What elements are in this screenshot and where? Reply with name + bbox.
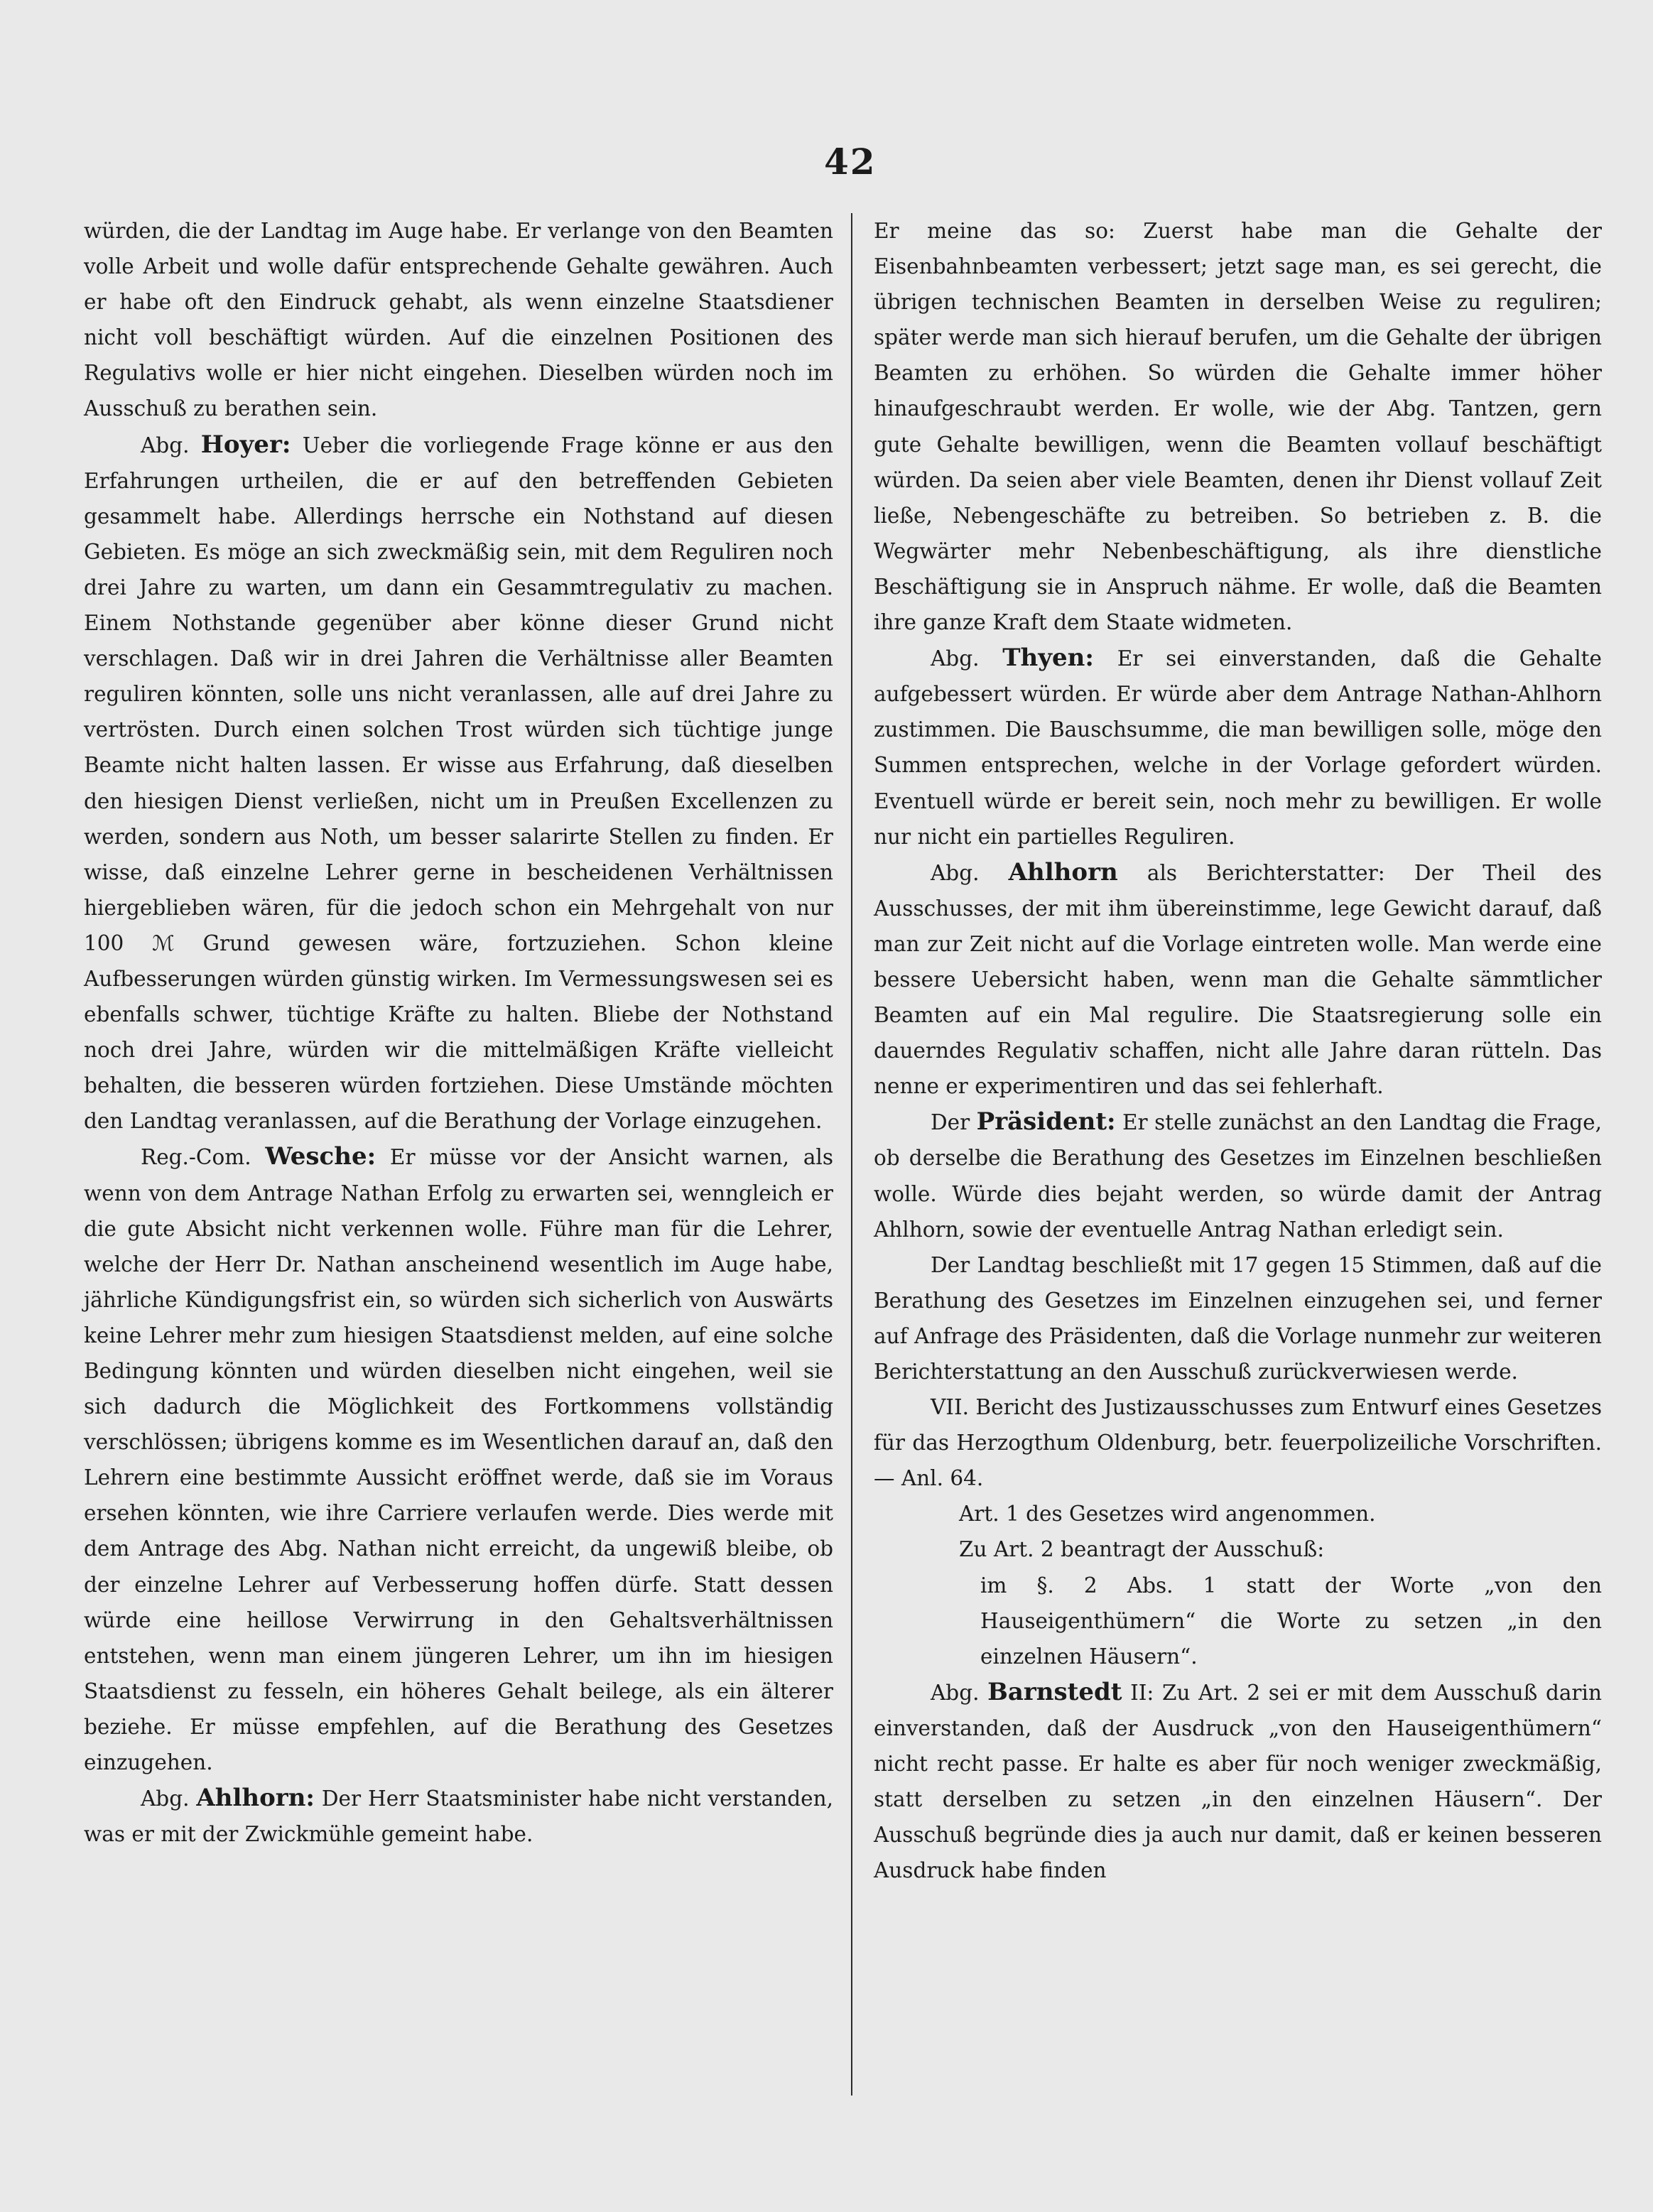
speech-paragraph <box>84 427 833 1139</box>
speaker-title: Abg. <box>141 433 190 457</box>
speech-paragraph <box>84 1780 833 1852</box>
paragraph-text: Er meine das so: Zuerst habe man die Gehalte der Eisenbahnbeamten verbessert; jetzt sage man, es sei gerecht, die übrigen technischen Beamten in derselben Weise zu reguliren; später werde man sich hierauf berufen, um die Gehalte der übrigen Beamten zu erhöhen. So würden die Gehalte immer höher hinaufgeschraubt werden. Er wolle, wie der Abg. Tantzen, gern gute Gehalte bewilligen, wenn die Beamten vollauf beschäftigt würden. Da seien aber viele Beamten, denen ihr Dienst vollauf Zeit ließe, Nebengeschäfte zu betreiben. So betrieben z. B. die Wegwärter mehr Nebenbeschäftigung, als ihre dienstliche Beschäftigung sie in Anspruch nähme. Er wolle, daß die Beamten ihre ganze Kraft dem Staate widmeten. <box>874 219 1602 635</box>
paragraph <box>874 1568 1602 1674</box>
paragraph-text: im §. 2 Abs. 1 statt der Worte „von den Hauseigenthümern“ die Worte zu setzen „in den einzelnen Häusern“. <box>980 1573 1602 1669</box>
speech-text: Ueber die vorliegende Frage könne er aus den Erfahrungen urtheilen, die er auf den betreffenden Gebieten gesammelt habe. Allerdings herrsche ein Nothstand auf diesen Gebieten. Es möge an sich zweckmäßig sein, mit dem Reguliren noch drei Jahre zu warten, um dann ein Gesammtregulativ zu machen. Einem Nothstande gegenüber aber könne dieser Grund nicht verschlagen. Daß wir in drei Jahren die Verhältnisse aller Beamten reguliren könnten, solle uns nicht veranlassen, alle auf drei Jahre zu vertrösten. Durch einen solchen Trost würden sich tüchtige junge Beamte nicht halten lassen. Er wisse aus Erfahrung, daß dieselben den hiesigen Dienst verließen, nicht um in Preußen Excellenzen zu werden, sondern aus Noth, um besser salarirte Stellen zu finden. Er wisse, daß einzelne Lehrer gerne in bescheidenen Verhältnissen hiergeblieben wären, für die jedoch schon ein Mehrgehalt von nur 100 ℳ Grund gewesen wäre, fortzuziehen. Schon kleine Aufbesserungen würden günstig wirken. Im Vermessungswesen sei es ebenfalls schwer, tüchtige Kräfte zu halten. Bliebe der Nothstand noch drei Jahre, würden wir die mittelmäßigen Kräfte vielleicht behalten, die besseren würden fortziehen. Diese Umstände möchten den Landtag veranlassen, auf die Berathung der Vorlage einzugehen. <box>84 433 833 1134</box>
speaker-title: Der <box>931 1110 970 1135</box>
speech-paragraph <box>874 1104 1602 1247</box>
paragraph <box>874 1531 1602 1567</box>
page-number: 42 <box>824 141 877 183</box>
paragraph-text: Art. 1 des Gesetzes wird angenommen. <box>959 1502 1376 1527</box>
right-column <box>874 213 1602 1888</box>
paragraph-text: Der Landtag beschließt mit 17 gegen 15 Stimmen, daß auf die Berathung des Gesetzes im Einzelnen einzugehen sei, und ferner auf Anfrage des Präsidenten, daß die Vorlage nunmehr zur weiteren Berichterstattung an den Ausschuß zurückverwiesen werde. <box>874 1252 1602 1384</box>
speaker-name: Ahlhorn <box>1008 857 1118 887</box>
speaker-name: Thyen: <box>1002 644 1094 673</box>
speech-text: Er stelle zunächst an den Landtag die Frage, ob derselbe die Berathung des Gesetzes im Einzelnen beschließen wolle. Würde dies bejaht werden, so würde damit der Antrag Ahlhorn, sowie der eventuelle Antrag Nathan erledigt sein. <box>874 1110 1602 1242</box>
speech-paragraph <box>874 855 1602 1105</box>
speech-paragraph <box>874 640 1602 855</box>
paragraph <box>874 1496 1602 1531</box>
speaker-name: Wesche: <box>265 1142 376 1171</box>
paragraph <box>874 1247 1602 1389</box>
speech-paragraph <box>84 1139 833 1780</box>
column-divider <box>851 213 852 2096</box>
speech-text: Er sei einverstanden, daß die Gehalte aufgebessert würden. Er würde aber dem Antrage Nathan-Ahlhorn zustimmen. Die Bauschsumme, die man bewilligen solle, möge den Summen entsprechen, welche in der Vorlage gefordert würden. Eventuell würde er bereit sein, noch mehr zu bewilligen. Er wolle nur nicht ein partielles Reguliren. <box>874 646 1602 849</box>
paragraph-text: würden, die der Landtag im Auge habe. Er verlange von den Beamten volle Arbeit und wolle dafür entsprechende Gehalte gewähren. Auch er habe oft den Eindruck gehabt, als wenn einzelne Staatsdiener nicht voll beschäftigt würden. Auf die einzelnen Positionen des Regulativs wolle er hier nicht eingehen. Dieselben würden noch im Ausschuß zu berathen sein. <box>84 219 833 421</box>
left-column <box>84 213 833 1852</box>
paragraph <box>874 1389 1602 1496</box>
speaker-title: Abg. <box>931 646 980 671</box>
paragraph-text: Zu Art. 2 beantragt der Ausschuß: <box>959 1537 1325 1562</box>
speaker-name: Hoyer: <box>200 430 291 459</box>
continued-paragraph <box>874 213 1602 640</box>
speech-text: II: Zu Art. 2 sei er mit dem Ausschuß darin einverstanden, daß der Ausdruck „von den Hauseigenthümern“ nicht recht passe. Er halte es aber für noch weniger zweckmäßig, statt derselben zu setzen „in den einzelnen Häusern“. Der Ausschuß begründe dies ja auch nur damit, daß er keinen besseren Ausdruck habe finden <box>874 1680 1602 1883</box>
speech-text: als Berichterstatter: Der Theil des Ausschusses, der mit ihm übereinstimme, lege Gewicht darauf, daß man zur Zeit nicht auf die Vorlage eintreten wolle. Man werde eine bessere Uebersicht haben, wenn man die Gehalte sämmtlicher Beamten auf ein Mal regulire. Die Staatsregierung solle ein dauerndes Regulativ schaffen, nicht alle Jahre daran rütteln. Das nenne er experimentiren und das sei fehlerhaft. <box>874 860 1602 1099</box>
speech-paragraph <box>874 1674 1602 1889</box>
speaker-name: Präsident: <box>976 1107 1116 1137</box>
continued-paragraph <box>84 213 833 427</box>
speech-text: Der Herr Staatsminister habe nicht verstanden, was er mit der Zwickmühle gemeint habe. <box>84 1787 833 1847</box>
speaker-title: Abg. <box>931 1680 980 1705</box>
paragraph-text: VII. Bericht des Justizausschusses zum Entwurf eines Gesetzes für das Herzogthum Oldenburg, betr. feuerpolizeiliche Vorschriften. — Anl. 64. <box>874 1395 1602 1491</box>
speech-text: Er müsse vor der Ansicht warnen, als wenn von dem Antrage Nathan Erfolg zu erwarten sei, wenngleich er die gute Absicht nicht verkennen wolle. Führe man für die Lehrer, welche der Herr Dr. Nathan anscheinend wesentlich im Auge habe, jährliche Kündigungsfrist ein, so würden sich sicherlich von Auswärts keine Lehrer mehr zum hiesigen Staatsdienst melden, auf eine solche Bedingung könnten und würden dieselben nicht eingehen, weil sie sich dadurch die Möglichkeit des Fortkommens vollständig verschlössen; übrigens komme es im Wesentlichen darauf an, daß den Lehrern eine bestimmte Aussicht eröffnet werde, daß sie im Voraus ersehen könnten, wie ihre Carriere verlaufen werde. Dies werde mit dem Antrage des Abg. Nathan nicht erreicht, da ungewiß bleibe, ob der einzelne Lehrer auf Verbesserung hoffen dürfe. Statt dessen würde eine heillose Verwirrung in den Gehaltsverhältnissen entstehen, wenn man einem jüngeren Lehrer, um ihn im hiesigen Staatsdienst zu fesseln, ein höheres Gehalt beilege, als ein älterer beziehe. Er müsse empfehlen, auf die Berathung des Gesetzes einzugehen. <box>84 1145 833 1775</box>
speaker-name: Barnstedt <box>987 1677 1122 1706</box>
speaker-title: Abg. <box>141 1787 190 1811</box>
speaker-title: Reg.-Com. <box>141 1145 251 1170</box>
speaker-title: Abg. <box>931 860 980 885</box>
speaker-name: Ahlhorn: <box>196 1784 315 1813</box>
